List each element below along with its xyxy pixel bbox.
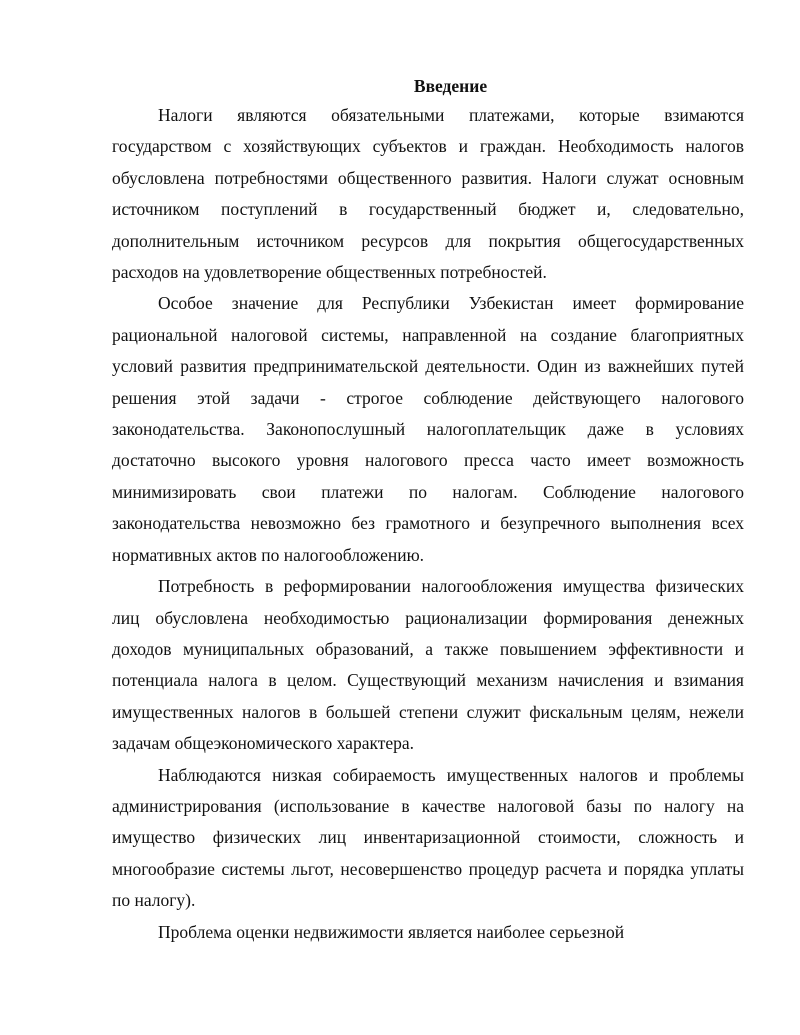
paragraph-property-tax-reform: Потребность в реформировании налогообложения имущества физических лиц обусловлена необходимостью рационализации формирования денежных доходов муниципальных образований, а также повышением эффективности и потенциала налога в целом. Существующий механизм начисления и взимания имущественных налогов в большей степени служит фискальным целям, нежели задачам общеэкономического характера. [112,576,744,754]
document-title: Введение [413,76,488,96]
paragraph-property-valuation: Проблема оценки недвижимости является наиболее серьезной [158,921,625,942]
paragraph-tax-administration-problems: Наблюдаются низкая собираемость имущественных налогов и проблемы администрирования (использование в качестве налоговой базы по налогу на имущество физических лиц инвентаризационной стоимости, сложность и многообразие системы льгот, несовершенство процедур расчета и порядка уплаты по налогу). [112,764,744,911]
document-body [112,72,744,948]
paragraph-taxes-definition: Налоги являются обязательными платежами, которые взимаются государством с хозяйствующих субъектов и граждан. Необходимость налогов обусловлена потребностями общественного развития. Налоги служат основным источником поступлений в государственный бюджет и, следовательно, дополнительным источником ресурсов для покрытия общегосударственных расходов на удовлетворение общественных потребностей. [112,105,744,283]
paragraph-tax-system-uzbekistan: Особое значение для Республики Узбекистан имеет формирование рациональной налоговой системы, направленной на создание благоприятных условий развития предпринимательской деятельности. Один из важнейших путей решения этой задачи - строгое соблюдение действующего налогового законодательства. Законопослушный налогоплательщик даже в условиях достаточно высокого уровня налогового пресса часто имеет возможность минимизировать свои платежи по налогам. Соблюдение налогового законодательства невозможно без грамотного и безупречного выполнения всех нормативных актов по налогообложению. [112,293,744,565]
